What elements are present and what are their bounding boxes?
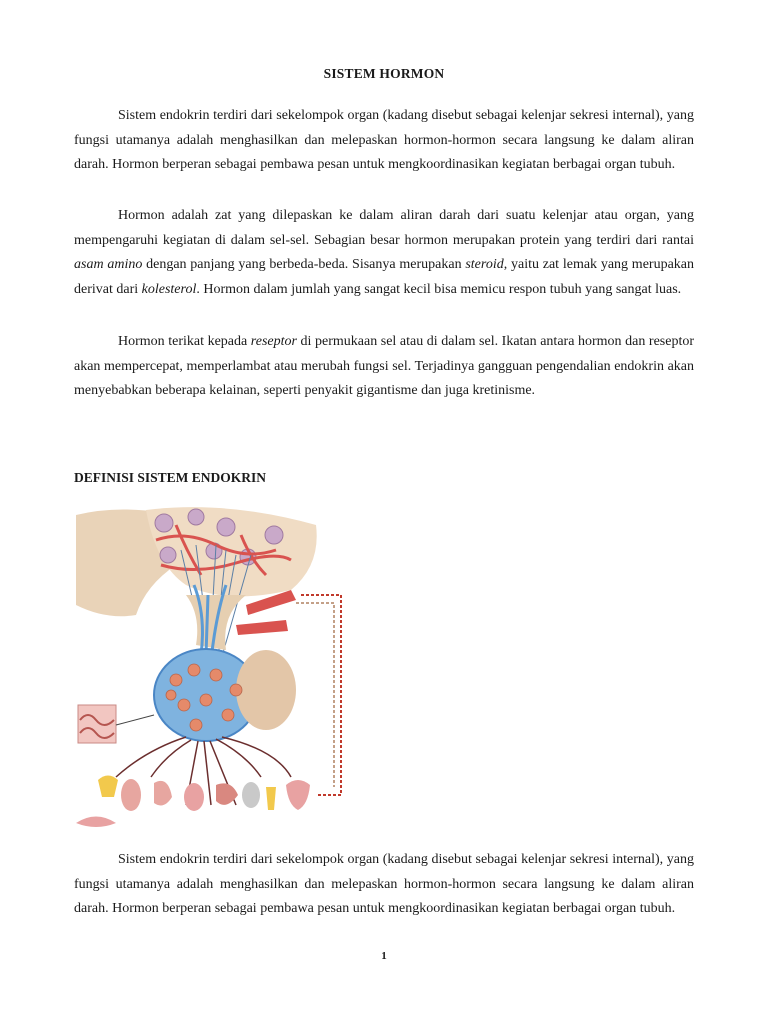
term-steroid: steroid xyxy=(465,257,504,272)
ovary-icon xyxy=(121,779,141,811)
testis-icon xyxy=(154,781,172,806)
feedback-loop xyxy=(301,595,341,795)
kidney-icon xyxy=(242,782,260,808)
page-title: SISTEM HORMON xyxy=(323,66,445,81)
paragraph-intro xyxy=(74,104,694,178)
mammary-icon xyxy=(184,783,204,811)
endocrine-system-figure xyxy=(76,505,362,833)
para2-text-2: dengan panjang yang berbeda-beda. Sisanya merupakan xyxy=(142,257,466,272)
pancreas-icon xyxy=(76,817,116,828)
para3-text-1: Hormon terikat kepada xyxy=(118,334,251,349)
term-kolesterol: kolesterol xyxy=(141,281,197,297)
hypophyseal-artery-2 xyxy=(236,620,288,635)
para3-text-2: di permukaan sel atau di dalam sel. Ikatan antara hormon dan reseptor akan mempercepat, memperlambat atau merubah fungsi sel. Terjadinya gangguan pengendalian endokrin akan menyebabkan beberapa kelainan, seperti penyakit gigantisme dan juga kretinisme. xyxy=(74,334,694,398)
para2-text-1: Hormon adalah zat yang dilepaskan ke dalam aliran darah dari suatu kelenjar atau organ, yang mempengaruhi kegiatan di dalam sel-sel. Sebagian besar hormon merupakan protein yang terdiri dari rantai xyxy=(74,208,694,248)
posterior-pituitary xyxy=(236,650,296,730)
para2-text-3: , yaitu zat lemak yang merupakan derivat dari xyxy=(74,257,694,297)
para2-text-4: . Hormon dalam jumlah yang sangat kecil bisa memicu respon tubuh yang sangat luas. xyxy=(196,281,682,297)
paragraph-intro-text: Sistem endokrin terdiri dari sekelompok organ (kadang disebut sebagai kelenjar sekresi internal), yang fungsi utamanya adalah menghasilkan dan melepaskan hormon-hormon secara langsung ke dalam aliran darah. Hormon berperan sebagai pembawa pesan untuk mengkoordinasikan kegiatan berbagai organ tubuh. xyxy=(74,108,694,172)
thyroid-icon xyxy=(286,780,310,810)
section-title: DEFINISI SISTEM ENDOKRIN xyxy=(74,470,267,485)
adrenal-gland-icon xyxy=(98,776,118,798)
paragraph-receptor xyxy=(74,330,694,404)
paragraph-hormone-definition xyxy=(74,204,694,302)
paragraph-definition-text: Sistem endokrin terdiri dari sekelompok organ (kadang disebut sebagai kelenjar sekresi internal), yang fungsi utamanya adalah menghasilkan dan melepaskan hormon-hormon secara langsung ke dalam aliran darah. Hormon berperan sebagai pembawa pesan untuk mengkoordinasikan kegiatan berbagai organ tubuh. xyxy=(74,852,694,916)
paragraph-definition xyxy=(74,848,694,922)
term-asam-amino: asam amino xyxy=(74,257,143,272)
term-reseptor: reseptor xyxy=(250,334,297,349)
bone-icon xyxy=(266,787,276,810)
target-organs xyxy=(76,776,310,828)
feedback-loop-inner xyxy=(296,603,334,787)
page-number: 1 xyxy=(381,950,387,962)
